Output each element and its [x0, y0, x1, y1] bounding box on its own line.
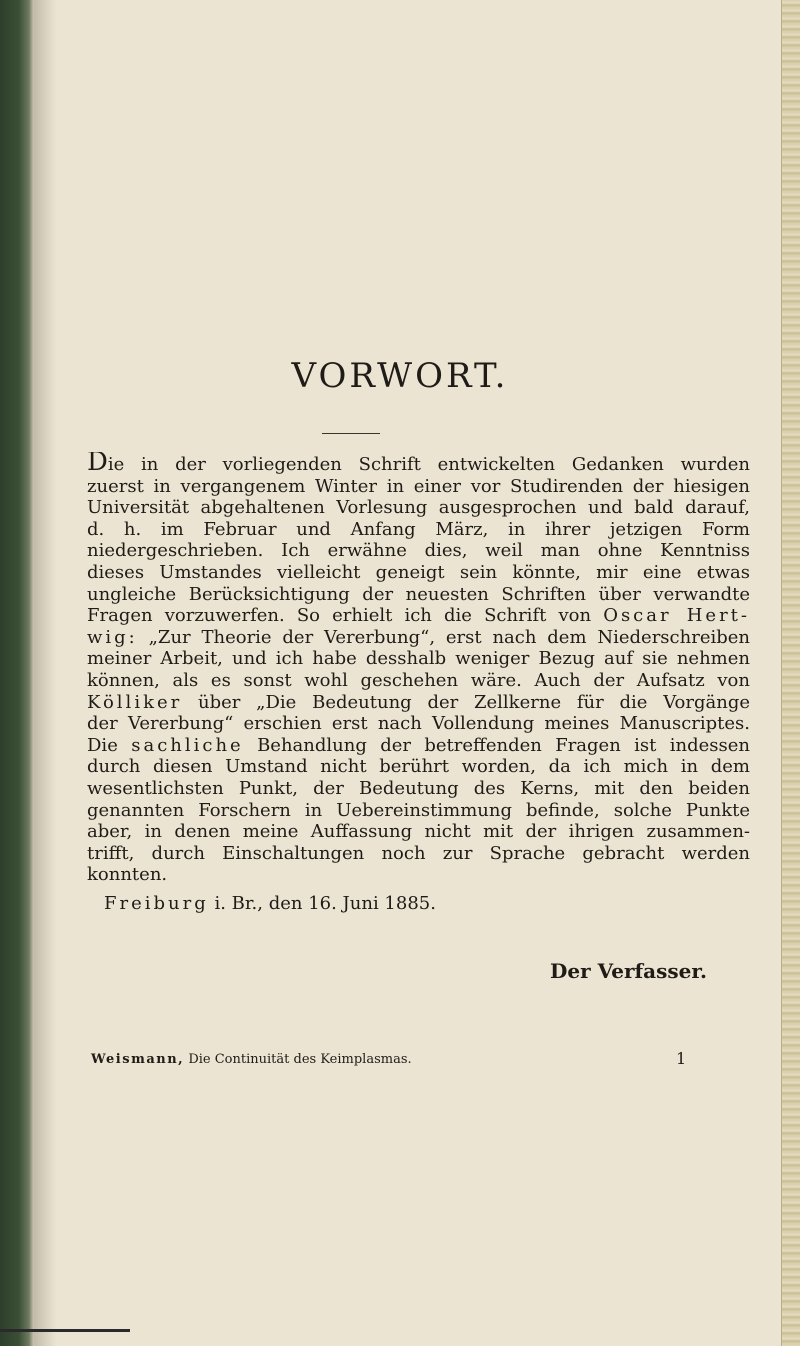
text-line: Die in der vorliegenden Schrift entwickelten Gedanken wurden [87, 452, 750, 476]
author-name-hertwig: Oscar Hert- [603, 605, 750, 627]
preface-paragraph [87, 452, 750, 886]
bottom-edge-mark [0, 1329, 130, 1332]
author-name-koelliker: Kölliker [87, 691, 183, 713]
sheet-signature-line [91, 1052, 412, 1067]
date-text: i. Br., den 16. Juni 1885. [214, 893, 436, 914]
gutter-shadow [34, 0, 56, 1346]
text-line: der Vererbung“ erschien erst nach Vollendung meines Manuscriptes. [87, 713, 750, 735]
page-stack-edge [781, 0, 800, 1346]
title-divider [322, 433, 380, 434]
text-line: zuerst in vergangenem Winter in einer vor Studirenden der hiesigen [87, 475, 750, 497]
text-line: konnten. [87, 864, 168, 886]
sheet-number: 1 [676, 1049, 687, 1068]
text-line: genannten Forschern in Uebereinstimmung befinde, solche Punkte [87, 799, 750, 821]
text-line: Die sachliche Behandlung der betreffenden Fragen ist indessen [87, 734, 750, 756]
text-line: durch diesen Umstand nicht berührt worden, da ich mich in dem [87, 756, 750, 778]
text-line: wig: „Zur Theorie der Vererbung“, erst nach dem Niederschreiben [87, 626, 750, 648]
footer-author: Weismann, [91, 1052, 185, 1067]
text-line: ungleiche Berücksichtigung der neuesten Schriften über verwandte [87, 583, 750, 605]
text-line: wesentlichsten Punkt, der Bedeutung des Kerns, mit den beiden [87, 777, 750, 799]
text-line: Universität abgehaltenen Vorlesung ausgesprochen und bald darauf, [87, 497, 750, 519]
text-line: meiner Arbeit, und ich habe desshalb weniger Bezug auf sie nehmen [87, 648, 750, 670]
text-line: d. h. im Februar und Anfang März, in ihrer jetzigen Form [87, 518, 750, 540]
author-name-hertwig-cont: wig: [87, 626, 138, 648]
footer-book-title: Die Continuität des Keimplasmas. [188, 1052, 412, 1067]
text-line: Fragen vorzuwerfen. So erhielt ich die Schrift von Oscar Hert- [87, 605, 750, 627]
drop-cap: D [87, 452, 108, 476]
text-line: aber, in denen meine Auffassung nicht mit der ihrigen zusammen- [87, 821, 750, 843]
text-line: dieses Umstandes vielleicht geneigt sein könnte, mir eine etwas [87, 561, 750, 583]
text-line: Kölliker über „Die Bedeutung der Zellkerne für die Vorgänge [87, 691, 750, 713]
text-line: niedergeschrieben. Ich erwähne dies, weil man ohne Kenntniss [87, 540, 750, 562]
text-line: trifft, durch Einschaltungen noch zur Sprache gebracht werden [87, 842, 750, 864]
text-line: können, als es sonst wohl geschehen wäre. Auch der Aufsatz von [87, 669, 750, 691]
place-name: Freiburg [104, 893, 209, 914]
page-title: VORWORT. [291, 356, 509, 396]
dateline [104, 893, 436, 914]
emphasis-sachliche: sachliche [131, 734, 244, 756]
book-binding-edge [0, 0, 34, 1346]
signature: Der Verfasser. [550, 959, 707, 983]
